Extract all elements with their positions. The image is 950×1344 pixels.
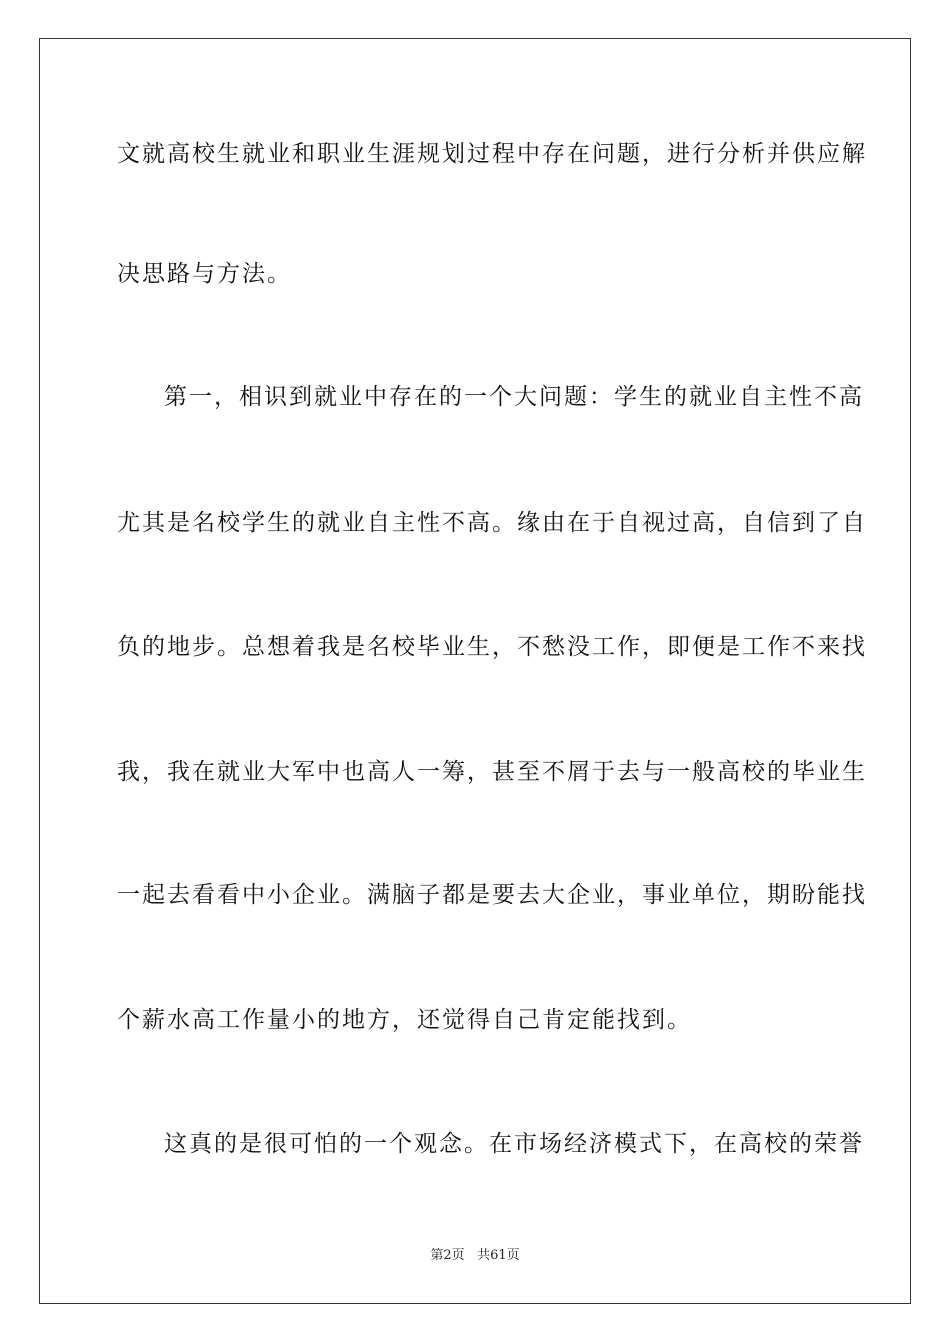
text-line-3-paragraph-start: 第一，相识到就业中存在的一个大问题：学生的就业自主性不高 — [164, 384, 864, 410]
text-line-5: 负的地步。总想着我是名校毕业生，不愁没工作，即便是工作不来找 — [117, 634, 867, 660]
page-total: 共61页 — [477, 1248, 520, 1263]
page-number: 第2页 — [430, 1248, 465, 1263]
page-footer — [0, 1247, 950, 1265]
text-line-2: 决思路与方法。 — [117, 261, 292, 287]
text-line-6: 我，我在就业大军中也高人一筹，甚至不屑于去与一般高校的毕业生 — [117, 759, 867, 785]
text-line-1: 文就高校生就业和职业生涯规划过程中存在问题，进行分析并供应解 — [117, 141, 867, 167]
page-border — [39, 38, 911, 1304]
text-line-9-paragraph-start: 这真的是很可怕的一个观念。在市场经济模式下，在高校的荣誉 — [164, 1131, 864, 1157]
text-line-7: 一起去看看中小企业。满脑子都是要去大企业，事业单位，期盼能找 — [117, 882, 867, 908]
text-line-8: 个薪水高工作量小的地方，还觉得自己肯定能找到。 — [117, 1007, 692, 1033]
text-line-4: 尤其是名校学生的就业自主性不高。缘由在于自视过高，自信到了自 — [117, 510, 867, 536]
